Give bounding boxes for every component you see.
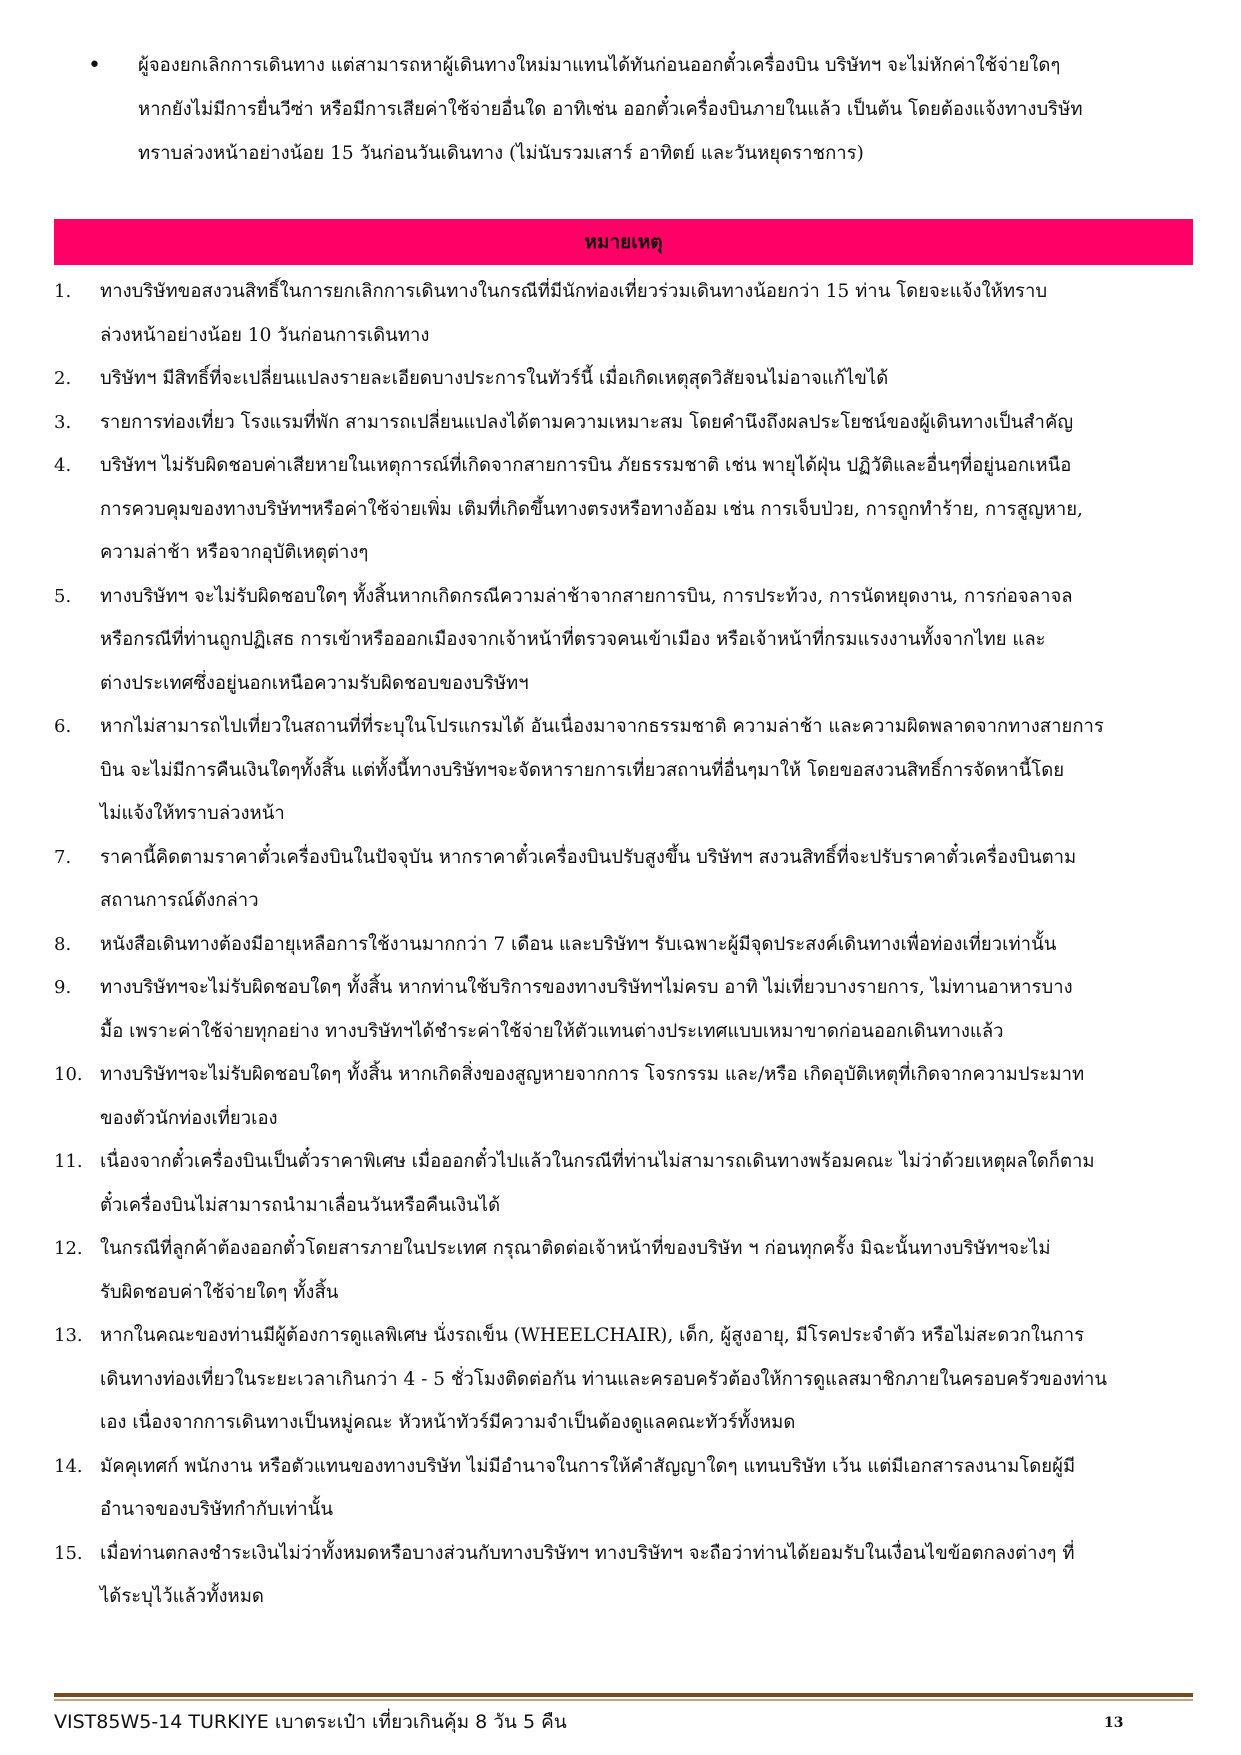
remarks-header-bar — [54, 219, 1193, 265]
list-item-line: ทางบริษัทฯจะไม่รับผิดชอบใดๆ ทั้งสิ้น หากเกิดสิ่งของสูญหายจากการ โจรกรรม และ/หรือ เกิดอุบัติเหตุที่เกิดจากความประมาท — [100, 1064, 1085, 1085]
bullet-dot-icon: • — [88, 53, 101, 78]
list-item-line: ราคานี้คิดตามราคาตั๋วเครื่องบินในปัจจุบัน หากราคาตั๋วเครื่องบินปรับสูงขึ้น บริษัทฯ สงวนสิทธิ์ที่จะปรับราคาตั๋วเครื่องบินตาม — [100, 846, 1077, 868]
list-item-number: 9. — [54, 977, 72, 998]
list-item-line: ได้ระบุไว้แล้วทั้งหมด — [100, 1586, 264, 1607]
list-item — [54, 1445, 1194, 1532]
list-item — [54, 1140, 1194, 1227]
bullet-line: หากยังไม่มีการยื่นวีซ่า หรือมีการเสียค่าใช้จ่ายอื่นใด อาทิเช่น ออกตั๋วเครื่องบินภายในแล้ว เป็นต้น โดยต้องแจ้งทางบริษัท — [138, 99, 1083, 120]
list-item-line: มื้อ เพราะค่าใช้จ่ายทุกอย่าง ทางบริษัทฯได้ชำระค่าใช้จ่ายให้ตัวแทนต่างประเทศแบบเหมาขาดก่อนออกเดินทางแล้ว — [100, 1020, 1004, 1042]
bullet-row — [88, 44, 1193, 176]
list-item-line: การควบคุมของทางบริษัทฯหรือค่าใช้จ่ายเพิ่ม เติมที่เกิดขึ้นทางตรงหรือทางอ้อม เช่น การเจ็บป่วย, การถูกทำร้าย, การสูญหาย, — [100, 498, 1083, 520]
list-item-number: 4. — [54, 455, 72, 476]
list-item-number: 2. — [54, 368, 72, 389]
list-item-text — [100, 1053, 1194, 1140]
footer-divider — [54, 1693, 1193, 1697]
list-item-number: 15. — [54, 1542, 83, 1564]
list-item-text — [100, 270, 1194, 357]
list-item-text — [100, 444, 1194, 575]
list-item-number: 12. — [54, 1238, 83, 1259]
list-item — [54, 1532, 1194, 1619]
list-item-text — [100, 357, 1194, 401]
list-item-line: บริษัทฯ มีสิทธิ์ที่จะเปลี่ยนแปลงรายละเอียดบางประการในทัวร์นี้ เมื่อเกิดเหตุสุดวิสัยจนไม่อาจแก้ไขได้ — [100, 368, 889, 389]
list-item — [54, 357, 1194, 401]
list-item — [54, 444, 1194, 575]
list-item-number: 6. — [54, 716, 72, 737]
list-item-line: ตั๋วเครื่องบินไม่สามารถนำมาเลื่อนวันหรือคืนเงินได้ — [100, 1194, 501, 1216]
list-item-number: 13. — [54, 1325, 83, 1346]
list-item-line: ของตัวนักท่องเที่ยวเอง — [100, 1107, 278, 1129]
list-item — [54, 1227, 1194, 1314]
list-item-line: ไม่แจ้งให้ทราบล่วงหน้า — [100, 803, 285, 824]
list-item-line: บริษัทฯ ไม่รับผิดชอบค่าเสียหายในเหตุการณ์ที่เกิดจากสายการบิน ภัยธรรมชาติ เช่น พายุได้ฝุ่น ปฏิวัติและอื่นๆที่อยู่นอกเหนือ — [100, 455, 1072, 476]
list-item — [54, 1314, 1194, 1445]
list-item-text — [100, 1140, 1194, 1227]
list-item-line: หรือกรณีที่ท่านถูกปฏิเสธ การเข้าหรือออกเมืองจากเจ้าหน้าที่ตรวจคนเข้าเมือง หรือเจ้าหน้าที่กรมแรงงานทั้งจากไทย และ — [100, 629, 1046, 650]
list-item-line: ทางบริษัทขอสงวนสิทธิ์ในการยกเลิกการเดินทางในกรณีที่มีนักท่องเที่ยวร่วมเดินทางน้อยกว่า 15 ท่าน โดยจะแจ้งให้ทราบ — [100, 281, 1048, 302]
list-item-line: อำนาจของบริษัทกำกับเท่านั้น — [100, 1499, 333, 1520]
list-item-line: เมื่อท่านตกลงชำระเงินไม่ว่าทั้งหมดหรือบางส่วนกับทางบริษัทฯ ทางบริษัทฯ จะถือว่าท่านได้ยอมรับในเงื่อนไขข้อตกลงต่างๆ ที่ — [100, 1542, 1075, 1564]
list-item-number: 7. — [54, 846, 72, 868]
list-item — [54, 1053, 1194, 1140]
list-item — [54, 923, 1194, 967]
list-item-text — [100, 705, 1194, 836]
list-item-line: มัคคุเทศก์ พนักงาน หรือตัวแทนของทางบริษัท ไม่มีอำนาจในการให้คำสัญญาใดๆ แทนบริษัท เว้น แต่มีเอกสารลงนามโดยผู้มี — [100, 1455, 1076, 1477]
list-item-line: เนื่องจากตั๋วเครื่องบินเป็นตั๋วราคาพิเศษ เมื่อออกตั๋วไปแล้วในกรณีที่ท่านไม่สามารถเดินทางพร้อมคณะ ไม่ว่าด้วยเหตุผลใดก็ตาม — [100, 1151, 1095, 1172]
list-item — [54, 836, 1194, 923]
list-item-number: 11. — [54, 1151, 83, 1172]
footer-tour-code: VIST85W5-14 TURKIYE เบาตระเป๋า เที่ยวเกินคุ้ม 8 วัน 5 คืน — [54, 1711, 567, 1733]
list-item-line: เอง เนื่องจากการเดินทางเป็นหมู่คณะ หัวหน้าทัวร์มีความจำเป็นต้องดูแลคณะทัวร์ทั้งหมด — [100, 1412, 796, 1433]
list-item-number: 10. — [54, 1064, 83, 1085]
list-item-number: 14. — [54, 1455, 83, 1477]
list-item-text — [100, 401, 1194, 445]
list-item-text — [100, 1532, 1194, 1619]
list-item-text — [100, 1227, 1194, 1314]
list-item-line: เดินทางท่องเที่ยวในระยะเวลาเกินกว่า 4 - 5 ชั่วโมงติดต่อกัน ท่านและครอบครัวต้องให้การดูแลสมาชิกภายในครอบครัวของท่าน — [100, 1368, 1108, 1390]
list-item — [54, 270, 1194, 357]
remarks-list — [54, 270, 1194, 1619]
list-item-line: รับผิดชอบค่าใช้จ่ายใดๆ ทั้งสิ้น — [100, 1281, 339, 1303]
list-item-text — [100, 836, 1194, 923]
list-item-text — [100, 575, 1194, 706]
list-item-line: ในกรณีที่ลูกค้าต้องออกตั๋วโดยสารภายในประเทศ กรุณาติดต่อเจ้าหน้าที่ของบริษัท ฯ ก่อนทุกครั้ง มิฉะนั้นทางบริษัทฯจะไม่ — [100, 1238, 1051, 1259]
list-item-text — [100, 1445, 1194, 1532]
list-item-line: ทางบริษัทฯ จะไม่รับผิดชอบใดๆ ทั้งสิ้นหากเกิดกรณีความล่าช้าจากสายการบิน, การประท้วง, การนัดหยุดงาน, การก่อจลาจล — [100, 585, 1073, 607]
bullet-text — [138, 44, 1193, 176]
list-item-number: 3. — [54, 411, 72, 433]
list-item-line: หากในคณะของท่านมีผู้ต้องการดูแลพิเศษ นั่งรถเข็น (WHEELCHAIR), เด็ก, ผู้สูงอายุ, มีโรคประจำตัว หรือไม่สะดวกในการ — [100, 1325, 1085, 1346]
list-item-line: ล่วงหน้าอย่างน้อย 10 วันก่อนการเดินทาง — [100, 324, 430, 346]
list-item-number: 8. — [54, 933, 72, 955]
list-item-line: หากไม่สามารถไปเที่ยวในสถานที่ที่ระบุในโปรแกรมได้ อันเนื่องมาจากธรรมชาติ ความล่าช้า และความผิดพลาดจากทางสายการ — [100, 716, 1104, 737]
list-item-line: บิน จะไม่มีการคืนเงินใดๆทั้งสิ้น แต่ทั้งนี้ทางบริษัทฯจะจัดหารายการเที่ยวสถานที่อื่นๆมาให้ โดยขอสงวนสิทธิ์การจัดหานี้โดย — [100, 759, 1065, 781]
list-item-text — [100, 923, 1194, 967]
footer-divider-secondary — [54, 1699, 1193, 1701]
list-item-line: ความล่าช้า หรือจากอุบัติเหตุต่างๆ — [100, 542, 369, 563]
list-item — [54, 401, 1194, 445]
list-item-text — [100, 1314, 1194, 1445]
list-item-text — [100, 966, 1194, 1053]
list-item — [54, 705, 1194, 836]
page-number: 13 — [1104, 1715, 1124, 1731]
remarks-title: หมายเหตุ — [584, 231, 663, 253]
list-item-number: 1. — [54, 281, 72, 302]
list-item-line: ทางบริษัทฯจะไม่รับผิดชอบใดๆ ทั้งสิ้น หากท่านใช้บริการของทางบริษัทฯไม่ครบ อาทิ ไม่เที่ยวบางรายการ, ไม่ทานอาหารบาง — [100, 977, 1073, 998]
list-item — [54, 966, 1194, 1053]
bullet-line: ทราบล่วงหน้าอย่างน้อย 15 วันก่อนวันเดินทาง (ไม่นับรวมเสาร์ อาทิตย์ และวันหยุดราชการ) — [138, 143, 864, 164]
list-item — [54, 575, 1194, 706]
list-item-line: สถานการณ์ดังกล่าว — [100, 890, 259, 911]
list-item-line: ต่างประเทศซึ่งอยู่นอกเหนือความรับผิดชอบของบริษัทฯ — [100, 672, 529, 694]
bullet-line: ผู้จองยกเลิกการเดินทาง แต่สามารถหาผู้เดินทางใหม่มาแทนได้ทันก่อนออกตั๋วเครื่องบิน บริษัทฯ จะไม่หักค่าใช้จ่ายใดๆ — [138, 55, 1061, 76]
list-item-line: รายการท่องเที่ยว โรงแรมที่พัก สามารถเปลี่ยนแปลงได้ตามความเหมาะสม โดยคำนึงถึงผลประโยชน์ของผู้เดินทางเป็นสำคัญ — [100, 411, 1074, 433]
cancellation-bullet — [88, 44, 1193, 176]
list-item-line: หนังสือเดินทางต้องมีอายุเหลือการใช้งานมากกว่า 7 เดือน และบริษัทฯ รับเฉพาะผู้มีจุดประสงค์เดินทางเพื่อท่องเที่ยวเท่านั้น — [100, 933, 1057, 955]
list-item-number: 5. — [54, 585, 72, 607]
